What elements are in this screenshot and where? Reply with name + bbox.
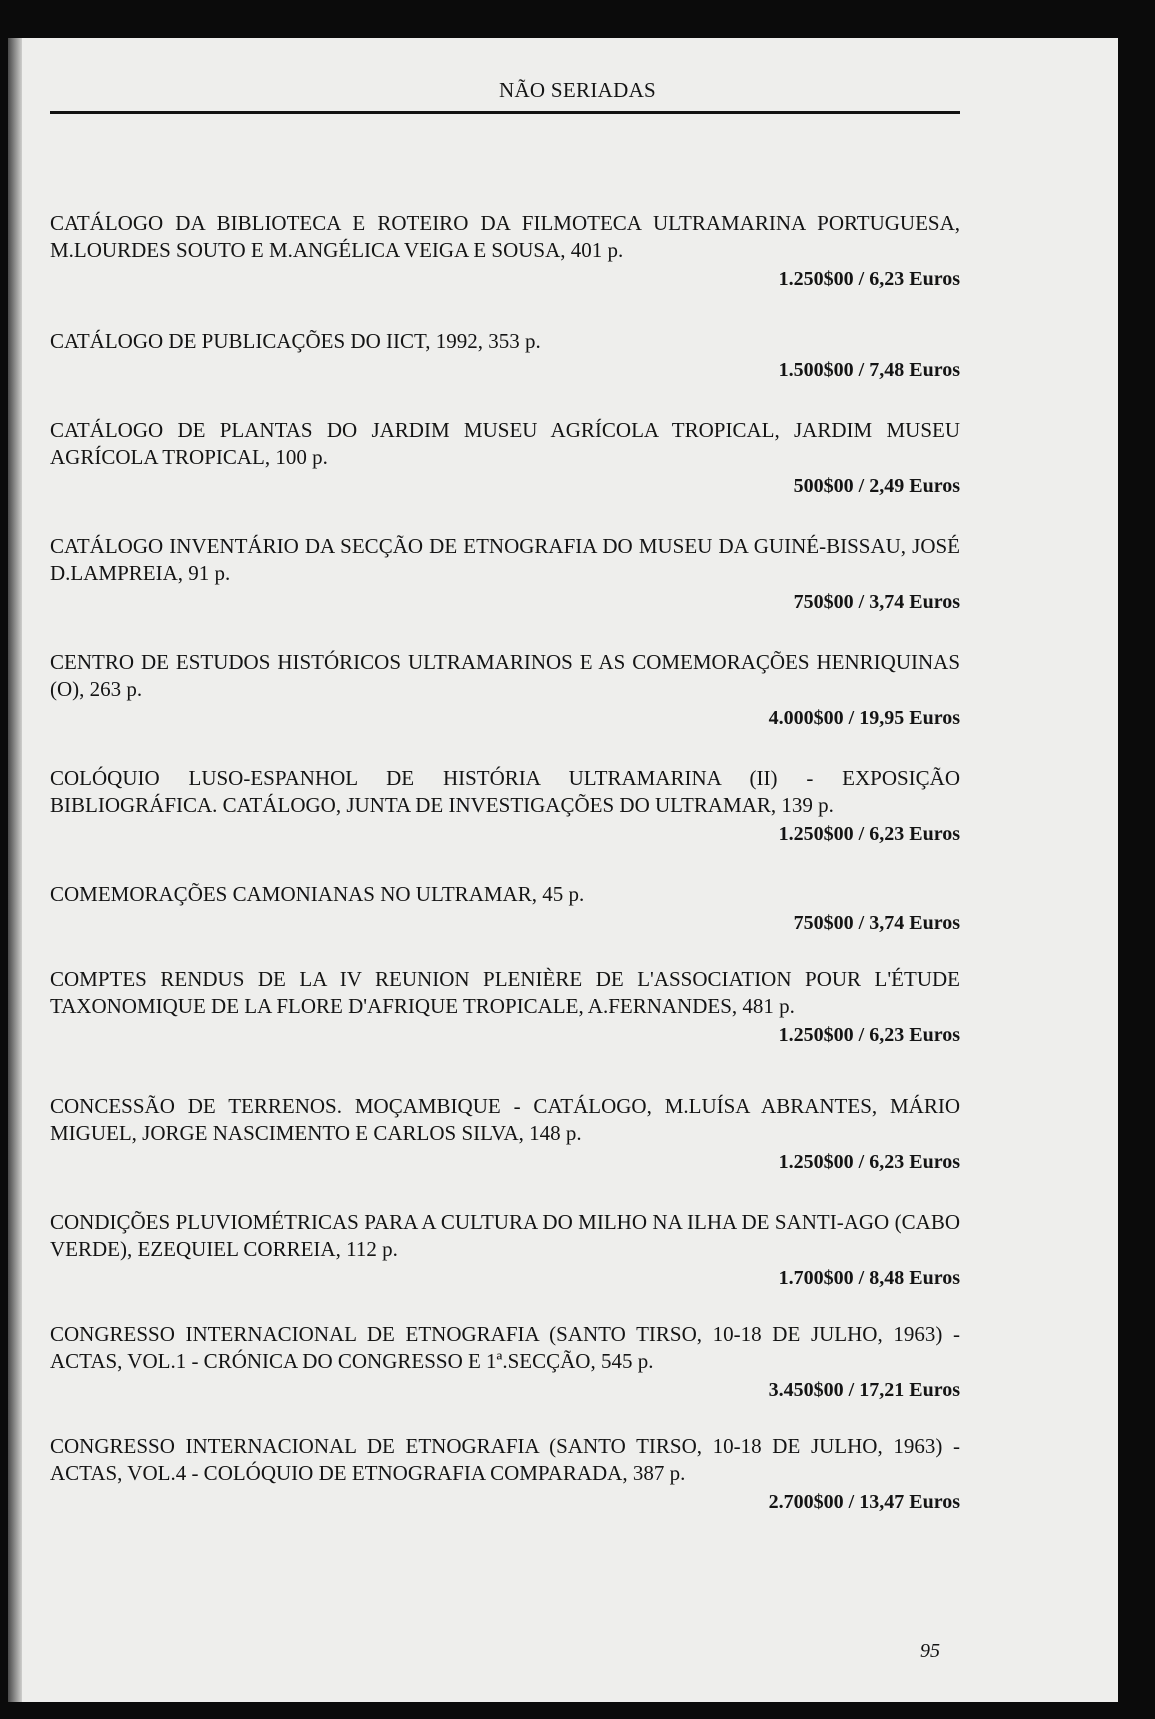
page-number: 95	[920, 1640, 940, 1662]
catalog-entry	[50, 328, 960, 383]
catalog-entry	[50, 765, 960, 847]
section-title: NÃO SERIADAS	[498, 78, 657, 102]
catalog-entry	[50, 1093, 960, 1175]
entry-title: CONCESSÃO DE TERRENOS. MOÇAMBIQUE - CATÁLOGO, M.LUÍSA ABRANTES, MÁRIO MIGUEL, JORGE NASCIMENTO E CARLOS SILVA, 148 p.	[50, 1094, 960, 1145]
page-spine-shadow	[8, 38, 22, 1702]
entry-price: 3.450$00 / 17,21 Euros	[768, 1379, 960, 1401]
entry-title: CATÁLOGO DE PLANTAS DO JARDIM MUSEU AGRÍCOLA TROPICAL, JARDIM MUSEU AGRÍCOLA TROPICAL, 100 p.	[50, 418, 960, 469]
entry-title: CONGRESSO INTERNACIONAL DE ETNOGRAFIA (SANTO TIRSO, 10-18 DE JULHO, 1963) - ACTAS, VOL.1 - CRÓNICA DO CONGRESSO E 1ª.SECÇÃO, 545 p.	[50, 1322, 960, 1373]
entry-title: CONDIÇÕES PLUVIOMÉTRICAS PARA A CULTURA DO MILHO NA ILHA DE SANTI-AGO (CABO VERDE), EZEQUIEL CORREIA, 112 p.	[50, 1210, 960, 1261]
catalog-entry	[50, 966, 960, 1048]
catalog-entry	[50, 417, 960, 499]
entry-price: 1.700$00 / 8,48 Euros	[778, 1267, 960, 1289]
catalog-entry	[50, 649, 960, 731]
entry-price: 1.250$00 / 6,23 Euros	[778, 1151, 960, 1173]
entry-price: 500$00 / 2,49 Euros	[793, 475, 960, 497]
entry-title: CONGRESSO INTERNACIONAL DE ETNOGRAFIA (SANTO TIRSO, 10-18 DE JULHO, 1963) - ACTAS, VOL.4 - COLÓQUIO DE ETNOGRAFIA COMPARADA, 387 p.	[50, 1434, 960, 1485]
entry-price: 750$00 / 3,74 Euros	[793, 591, 960, 613]
entry-title: COMPTES RENDUS DE LA IV REUNION PLENIÈRE DE L'ASSOCIATION POUR L'ÉTUDE TAXONOMIQUE DE LA FLORE D'AFRIQUE TROPICALE, A.FERNANDES, 481 p.	[50, 967, 960, 1018]
catalog-entry	[50, 881, 960, 936]
entry-title: CATÁLOGO DE PUBLICAÇÕES DO IICT, 1992, 353 p.	[50, 329, 541, 353]
entry-price: 1.250$00 / 6,23 Euros	[778, 1024, 960, 1046]
catalog-entry	[50, 1321, 960, 1403]
entry-title: COLÓQUIO LUSO-ESPANHOL DE HISTÓRIA ULTRAMARINA (II) - EXPOSIÇÃO BIBLIOGRÁFICA. CATÁLOGO, JUNTA DE INVESTIGAÇÕES DO ULTRAMAR, 139 p.	[50, 766, 960, 817]
entry-price: 750$00 / 3,74 Euros	[793, 912, 960, 934]
entry-price: 2.700$00 / 13,47 Euros	[768, 1491, 960, 1513]
entry-title: CATÁLOGO DA BIBLIOTECA E ROTEIRO DA FILMOTECA ULTRAMARINA PORTUGUESA, M.LOURDES SOUTO E M.ANGÉLICA VEIGA E SOUSA, 401 p.	[50, 211, 960, 262]
entry-price: 1.250$00 / 6,23 Euros	[778, 823, 960, 845]
header-rule	[50, 111, 960, 114]
entry-price: 1.500$00 / 7,48 Euros	[778, 359, 960, 381]
catalog-entry	[50, 1433, 960, 1515]
catalog-entry	[50, 210, 960, 292]
entry-title: CENTRO DE ESTUDOS HISTÓRICOS ULTRAMARINOS E AS COMEMORAÇÕES HENRIQUINAS (O), 263 p.	[50, 650, 960, 701]
catalog-entry	[50, 533, 960, 615]
entry-title: COMEMORAÇÕES CAMONIANAS NO ULTRAMAR, 45 p.	[50, 882, 585, 906]
entry-title: CATÁLOGO INVENTÁRIO DA SECÇÃO DE ETNOGRAFIA DO MUSEU DA GUINÉ-BISSAU, JOSÉ D.LAMPREIA, 91 p.	[50, 534, 960, 585]
entry-price: 1.250$00 / 6,23 Euros	[778, 268, 960, 290]
entry-price: 4.000$00 / 19,95 Euros	[768, 707, 960, 729]
catalog-entry	[50, 1209, 960, 1291]
